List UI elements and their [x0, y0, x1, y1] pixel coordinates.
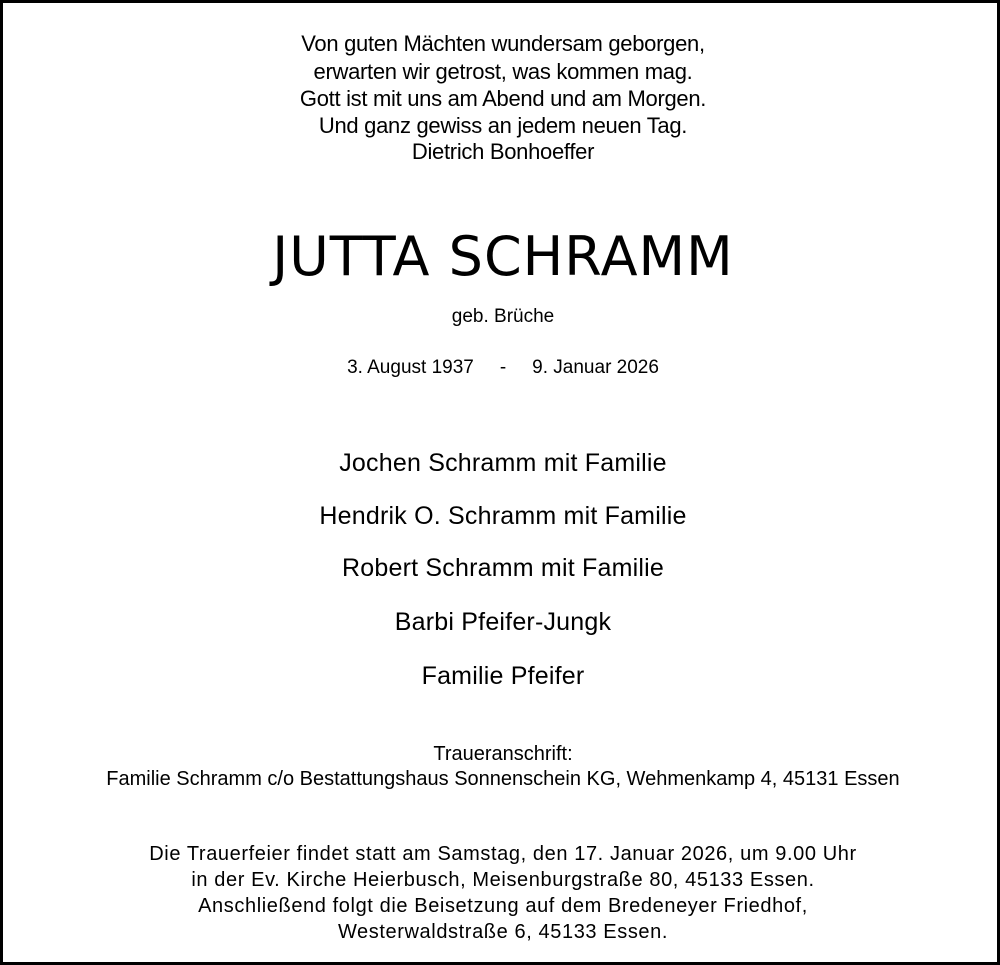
deceased-name: JUTTA SCHRAMM: [272, 225, 734, 288]
poem-author: Dietrich Bonhoeffer: [411, 139, 595, 164]
mourner-name: Familie Pfeifer: [421, 662, 585, 690]
mourner-name: Jochen Schramm mit Familie: [339, 449, 667, 477]
poem-line: Gott ist mit uns am Abend und am Morgen.: [299, 86, 707, 111]
poem-line: Von guten Mächten wundersam geborgen,: [301, 31, 705, 56]
life-dates: [3, 357, 1000, 379]
service-line: Westerwaldstraße 6, 45133 Essen.: [337, 921, 669, 943]
mourner-name: Barbi Pfeifer-Jungk: [394, 608, 612, 636]
mourner-name: Hendrik O. Schramm mit Familie: [319, 502, 687, 530]
service-line: Anschließend folgt die Beisetzung auf dem Bredeneyer Friedhof,: [198, 895, 808, 917]
birth-date: 3. August 1937: [347, 357, 474, 378]
mourning-address: Familie Schramm c/o Bestattungshaus Sonnenschein KG, Wehmenkamp 4, 45131 Essen: [106, 768, 900, 790]
mourner-name: Robert Schramm mit Familie: [342, 554, 664, 582]
maiden-name: geb. Brüche: [451, 306, 555, 327]
poem-line: Und ganz gewiss an jedem neuen Tag.: [318, 113, 688, 138]
date-separator: -: [499, 357, 507, 378]
death-date: 9. Januar 2026: [532, 357, 659, 378]
service-line: in der Ev. Kirche Heierbusch, Meisenburgstraße 80, 45133 Essen.: [191, 869, 815, 891]
poem-line: erwarten wir getrost, was kommen mag.: [313, 59, 693, 84]
service-line: Die Trauerfeier findet statt am Samstag, den 17. Januar 2026, um 9.00 Uhr: [149, 843, 857, 865]
mourning-address-label: Traueranschrift:: [433, 743, 573, 765]
